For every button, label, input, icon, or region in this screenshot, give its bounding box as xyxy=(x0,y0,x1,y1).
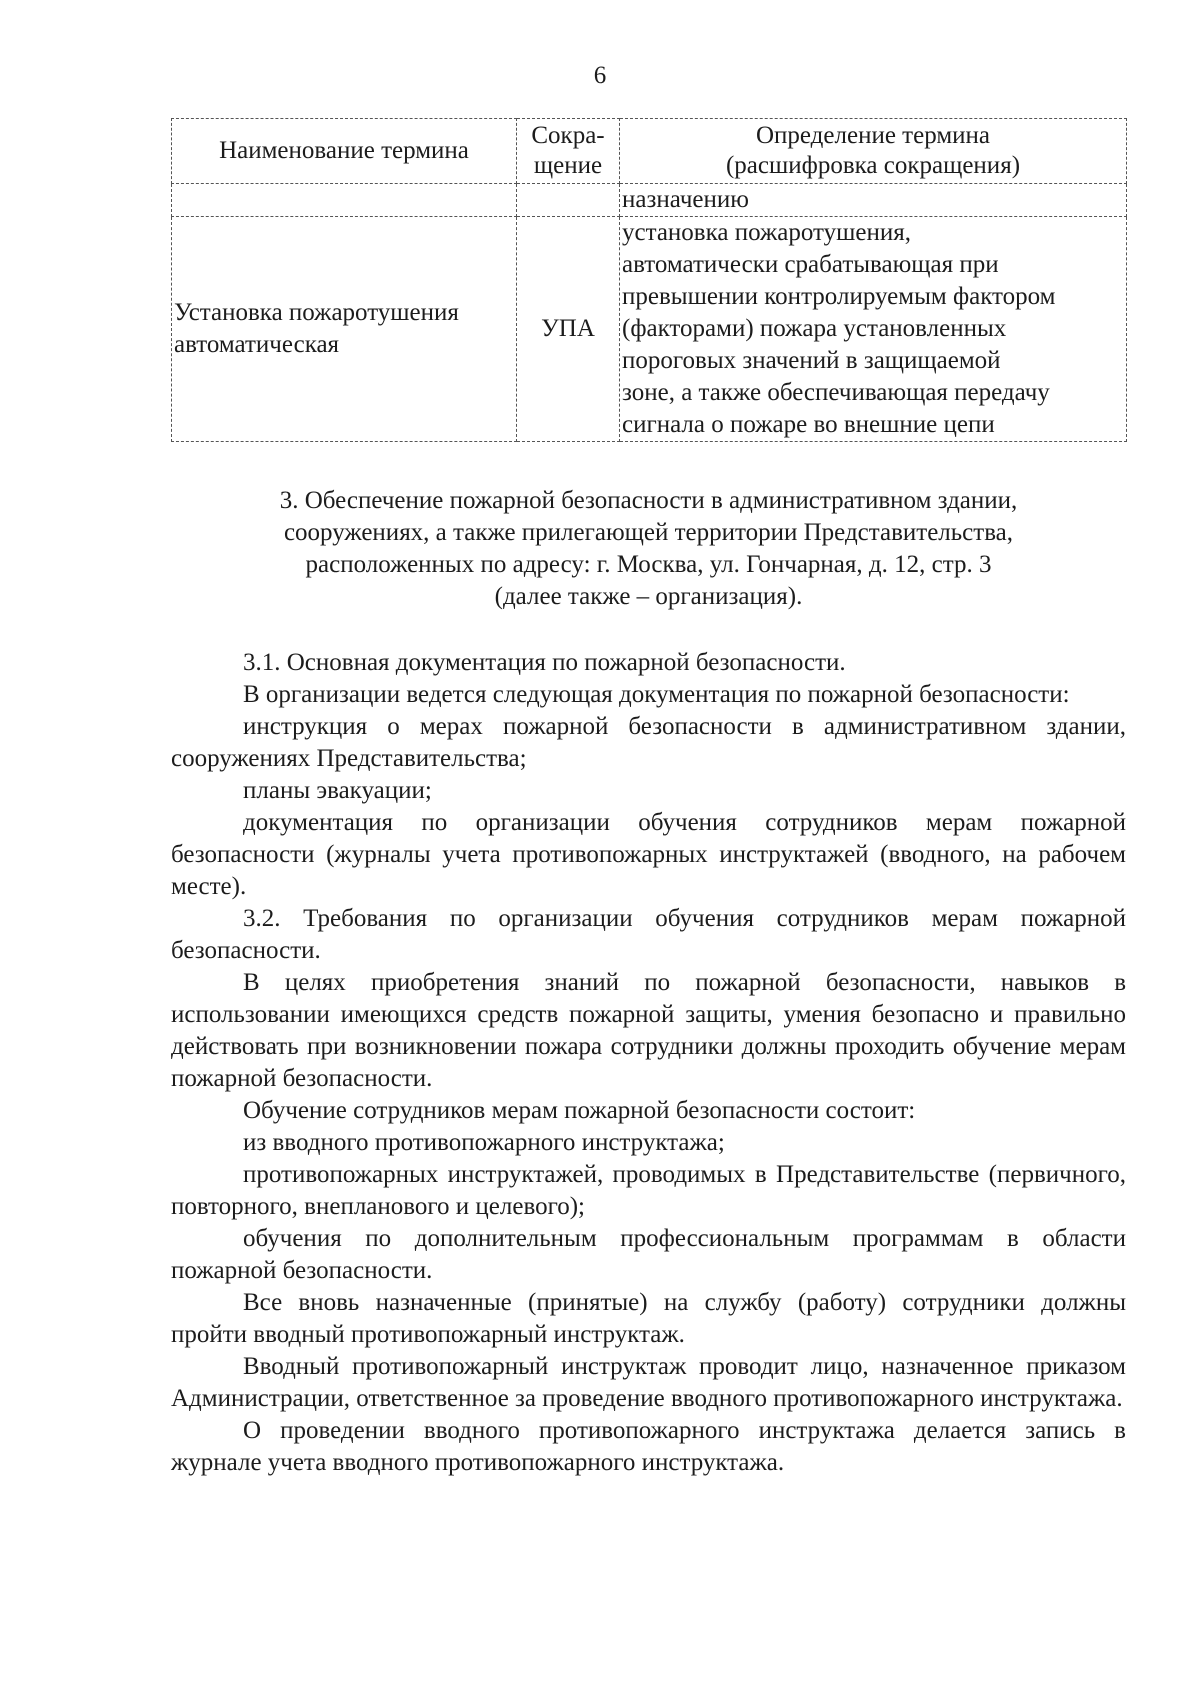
subsection-title: 3.2. Требования по организации обучения сотрудников мерам пожарной безопасности. xyxy=(171,905,1126,964)
term-name-line: автоматическая xyxy=(174,331,340,358)
terms-table xyxy=(171,118,1127,442)
definition-cell xyxy=(620,217,1127,442)
paragraph: В целях приобретения знаний по пожарной безопасности, навыков в использовании имеющихся средств пожарной защиты, умения безопасно и правильно действовать при возникновении пожара сотрудники должны проходить обучение мерам пожарной безопасности. xyxy=(171,969,1126,1092)
abbreviation-cell: УПА xyxy=(517,217,620,442)
definition-line: пороговых значений в защищаемой xyxy=(622,347,1001,374)
list-item: планы эвакуации; xyxy=(243,777,432,804)
list-item: из вводного противопожарного инструктажа; xyxy=(243,1129,725,1156)
definition-cell xyxy=(620,184,1127,217)
paragraph: В организации ведется следующая документация по пожарной безопасности: xyxy=(243,681,1070,708)
definition-line: (факторами) пожара установленных xyxy=(622,315,1007,342)
term-name-line: Установка пожаротушения xyxy=(174,299,459,326)
header-definition-line: Определение термина xyxy=(755,122,990,149)
table-row xyxy=(172,217,1127,442)
definition-line: автоматически срабатывающая при xyxy=(622,251,999,278)
paragraph: Все вновь назначенные (принятые) на службу (работу) сотрудники должны пройти вводный противопожарный инструктаж. xyxy=(171,1289,1126,1348)
definition-line: сигнала о пожаре во внешние цепи xyxy=(622,411,995,438)
list-item: противопожарных инструктажей, проводимых в Представительстве (первичного, повторного, внепланового и целевого); xyxy=(171,1161,1126,1220)
paragraph: Вводный противопожарный инструктаж проводит лицо, назначенное приказом Администрации, ответственное за проведение вводного противопожарного инструктажа. xyxy=(171,1353,1126,1412)
list-item: инструкция о мерах пожарной безопасности в административном здании, сооружениях Представительства; xyxy=(171,713,1126,772)
table-header-row xyxy=(172,119,1127,184)
paragraph: О проведении вводного противопожарного инструктажа делается запись в журнале учета вводного противопожарного инструктажа. xyxy=(171,1417,1126,1476)
term-name-cell xyxy=(172,217,517,442)
body-text xyxy=(171,647,1126,1479)
paragraph: Обучение сотрудников мерам пожарной безопасности состоит: xyxy=(243,1097,916,1124)
term-name-cell xyxy=(172,184,517,217)
header-definition-line: (расшифровка сокращения) xyxy=(725,152,1021,179)
page-number: 6 xyxy=(593,62,607,89)
definition-line: назначению xyxy=(622,186,749,213)
section-heading xyxy=(171,485,1126,613)
section-heading-line: расположенных по адресу: г. Москва, ул. Гончарная, д. 12, стр. 3 xyxy=(305,551,992,578)
section-heading-line: сооружениях, а также прилегающей территории Представительства, xyxy=(283,519,1014,546)
header-abbr-line: Сокра- xyxy=(531,122,605,149)
header-abbreviation xyxy=(517,119,620,184)
header-definition xyxy=(620,119,1127,184)
definition-line: установка пожаротушения, xyxy=(622,219,911,246)
section-heading-line: 3. Обеспечение пожарной безопасности в административном здании, xyxy=(279,487,1018,514)
header-term-name: Наименование термина xyxy=(172,119,517,184)
definition-line: зоне, а также обеспечивающая передачу xyxy=(622,379,1050,406)
section-heading-line: (далее также – организация). xyxy=(494,583,803,610)
list-item: документация по организации обучения сотрудников мерам пожарной безопасности (журналы учета противопожарных инструктажей (вводного, на рабочем месте). xyxy=(171,809,1126,900)
abbreviation-cell xyxy=(517,184,620,217)
table-row xyxy=(172,184,1127,217)
header-abbr-line: щение xyxy=(533,152,603,179)
definition-line: превышении контролируемым фактором xyxy=(622,283,1056,310)
subsection-title: 3.1. Основная документация по пожарной безопасности. xyxy=(243,649,846,676)
list-item: обучения по дополнительным профессиональным программам в области пожарной безопасности. xyxy=(171,1225,1126,1284)
